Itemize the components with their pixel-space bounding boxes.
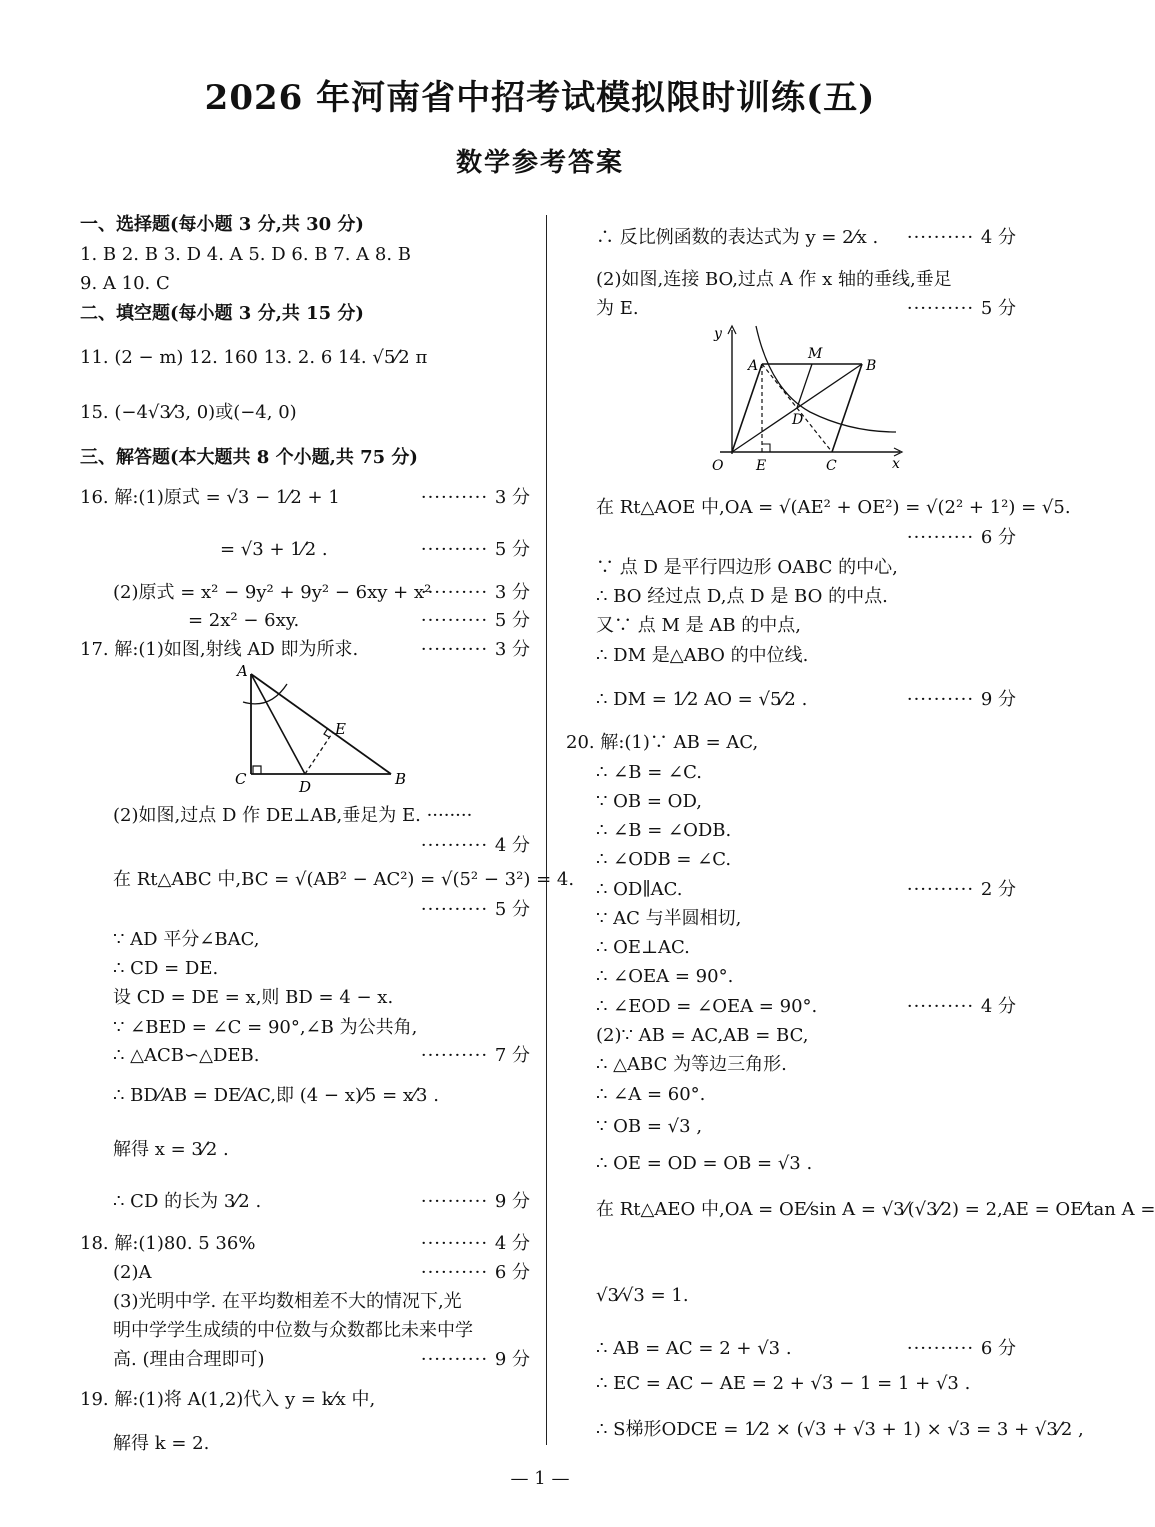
left-line: 解得 x = 3⁄2 . (113, 1139, 229, 1160)
right-line: ∴ BO 经过点 D,点 D 是 BO 的中点. (596, 586, 888, 607)
right-angle-mark-e (762, 444, 770, 452)
score-value: 6 分 (980, 1338, 1016, 1359)
right-line: ∵ AC 与半圆相切, (596, 908, 742, 929)
left-line: 19. 解:(1)将 A(1,2)代入 y = k⁄x 中, (80, 1389, 376, 1410)
score-mark (421, 1348, 530, 1372)
score-value: 6 分 (980, 527, 1016, 548)
left-line: ∵ AD 平分∠BAC, (113, 929, 260, 950)
page-title: 2026 年河南省中招考试模拟限时训练(五) (204, 78, 876, 118)
left-line: 高. (理由合理即可) (113, 1349, 265, 1370)
hyperbola-curve (756, 326, 896, 432)
segment-ac (762, 364, 832, 452)
left-line: 15. (−4√3⁄3, 0)或(−4, 0) (80, 402, 297, 423)
left-line: ∴ △ACB∽△DEB. (113, 1045, 260, 1066)
left-line: 17. 解:(1)如图,射线 AD 即为所求. (80, 639, 359, 660)
label-d: D (792, 412, 804, 428)
label-c: C (235, 770, 247, 788)
label-a: A (237, 662, 248, 680)
score-mark (421, 486, 530, 510)
score-value: 4 分 (980, 227, 1016, 248)
score-mark (421, 834, 530, 858)
right-line: (2)∵ AB = AC,AB = BC, (596, 1025, 809, 1046)
left-line: 二、填空题(每小题 3 分,共 15 分) (80, 303, 364, 324)
right-line: ∴ ∠EOD = ∠OEA = 90°. (596, 996, 818, 1017)
segment-bc (832, 364, 862, 452)
score-mark (907, 878, 1016, 902)
dot-leader: ·········· (906, 527, 981, 548)
dot-leader: ·········· (420, 1045, 495, 1066)
ray-ad (251, 674, 305, 774)
score-mark (907, 1337, 1016, 1361)
score-value: 3 分 (494, 487, 530, 508)
right-line: ∴ AB = AC = 2 + √3 . (596, 1338, 792, 1359)
dot-leader: ·········· (906, 879, 981, 900)
dot-leader: ·········· (420, 899, 495, 920)
score-value: 3 分 (494, 639, 530, 660)
right-line: 在 Rt△AEO 中,OA = OE⁄sin A = √3⁄(√3⁄2) = 2,AE = OE⁄tan A = (596, 1199, 1155, 1220)
score-value: 5 分 (494, 610, 530, 631)
left-line: (2)A (113, 1262, 152, 1283)
right-line: 在 Rt△AOE 中,OA = √(AE² + OE²) = √(2² + 1²) = √5. (596, 497, 1071, 518)
label-b: B (866, 358, 877, 374)
score-mark (421, 538, 530, 562)
left-line: 18. 解:(1)80. 5 36% (80, 1233, 256, 1254)
dot-leader: ·········· (420, 1191, 495, 1212)
label-e: E (335, 720, 346, 738)
dot-leader: ·········· (420, 487, 495, 508)
score-mark (907, 297, 1016, 321)
left-line: 明中学学生成绩的中位数与众数都比未来中学 (113, 1320, 473, 1341)
dot-leader: ·········· (420, 1262, 495, 1283)
label-d: D (299, 778, 312, 796)
score-value: 5 分 (980, 298, 1016, 319)
right-angle-mark-c (253, 766, 261, 774)
dot-leader: ·········· (420, 610, 495, 631)
figure-17-triangle (225, 662, 425, 797)
dot-leader: ·········· (906, 298, 981, 319)
score-value: 4 分 (494, 1233, 530, 1254)
right-line: 又∵ 点 M 是 AB 的中点, (596, 615, 801, 636)
right-line: ∴ ∠B = ∠ODB. (596, 820, 732, 841)
label-m: M (808, 346, 823, 362)
left-line: 16. 解:(1)原式 = √3 − 1⁄2 + 1 (80, 487, 340, 508)
right-line: (2)如图,连接 BO,过点 A 作 x 轴的垂线,垂足 (596, 269, 952, 290)
right-line: 为 E. (596, 298, 639, 319)
dot-leader: ·········· (420, 835, 495, 856)
score-value: 3 分 (494, 582, 530, 603)
left-line: (3)光明中学. 在平均数相差不大的情况下,光 (113, 1291, 462, 1312)
dot-leader: ·········· (420, 1233, 495, 1254)
left-line: ∵ ∠BED = ∠C = 90°,∠B 为公共角, (113, 1017, 418, 1038)
right-line: ∴ ∠B = ∠C. (596, 762, 702, 783)
dot-leader: ·········· (420, 639, 495, 660)
right-line: ∴ OE⊥AC. (596, 937, 690, 958)
dot-leader: ·········· (906, 1338, 981, 1359)
left-line: ∴ CD 的长为 3⁄2 . (113, 1191, 262, 1212)
score-mark (421, 1044, 530, 1068)
left-line: 1. B 2. B 3. D 4. A 5. D 6. B 7. A 8. B (80, 244, 411, 265)
right-line: ∵ OB = √3 , (596, 1116, 703, 1137)
right-line: ∴ OE = OD = OB = √3 . (596, 1153, 813, 1174)
right-line: ∵ 点 D 是平行四边形 OABC 的中心, (596, 557, 898, 578)
right-line: ∴ ∠ODB = ∠C. (596, 849, 732, 870)
dot-leader: ·········· (906, 227, 981, 248)
label-x: x (892, 456, 900, 472)
dot-leader: ·········· (420, 582, 495, 603)
label-b: B (395, 770, 407, 788)
column-divider (546, 215, 547, 1445)
left-line: 11. (2 − m) 12. 160 13. 2. 6 14. √5⁄2 π (80, 347, 428, 368)
label-a: A (748, 358, 759, 374)
score-mark (421, 898, 530, 922)
segment-de (305, 732, 333, 774)
left-line: ∴ CD = DE. (113, 958, 219, 979)
label-c: C (826, 458, 837, 474)
left-line: 设 CD = DE = x,则 BD = 4 − x. (113, 987, 394, 1008)
right-line: ∴ S梯形ODCE = 1⁄2 × (√3 + √3 + 1) × √3 = 3 + √3⁄2 , (596, 1419, 1084, 1440)
left-line: 在 Rt△ABC 中,BC = √(AB² − AC²) = √(5² − 3²) = 4. (113, 869, 575, 890)
score-mark (907, 995, 1016, 1019)
score-mark (421, 581, 530, 605)
segment-oa (732, 364, 762, 452)
right-line: ∴ ∠A = 60°. (596, 1084, 706, 1105)
score-value: 5 分 (494, 539, 530, 560)
page-number: — 1 — (510, 1468, 570, 1489)
dot-leader: ·········· (420, 539, 495, 560)
score-mark (907, 688, 1016, 712)
right-line: ∴ △ABC 为等边三角形. (596, 1054, 787, 1075)
score-value: 6 分 (494, 1262, 530, 1283)
score-mark (907, 226, 1016, 250)
score-mark (421, 609, 530, 633)
label-y: y (714, 326, 722, 342)
score-mark (907, 526, 1016, 550)
left-line: (2)原式 = x² − 9y² + 9y² − 6xy + x² (113, 582, 432, 603)
left-line: 一、选择题(每小题 3 分,共 30 分) (80, 214, 364, 235)
dot-leader: ·········· (420, 1349, 495, 1370)
right-line: 20. 解:(1)∵ AB = AC, (566, 732, 759, 753)
right-line: √3⁄√3 = 1. (596, 1285, 689, 1306)
right-line: ∴ DM 是△ABO 的中位线. (596, 645, 809, 666)
right-line: ∵ OB = OD, (596, 791, 702, 812)
dot-leader: ·········· (906, 996, 981, 1017)
left-line: = √3 + 1⁄2 . (220, 539, 328, 560)
score-value: 9 分 (494, 1349, 530, 1370)
score-mark (421, 1232, 530, 1256)
figure-19-coordinate (700, 320, 920, 480)
score-mark (421, 1261, 530, 1285)
right-line: ∴ OD∥AC. (596, 879, 683, 900)
segment-ab (251, 674, 391, 774)
score-mark (421, 1190, 530, 1214)
right-line: ∴ EC = AC − AE = 2 + √3 − 1 = 1 + √3 . (596, 1373, 971, 1394)
score-mark (421, 638, 530, 662)
score-value: 9 分 (494, 1191, 530, 1212)
label-o: O (712, 458, 724, 474)
score-value: 2 分 (980, 879, 1016, 900)
score-value: 5 分 (494, 899, 530, 920)
score-value: 9 分 (980, 689, 1016, 710)
score-value: 4 分 (980, 996, 1016, 1017)
segment-md (797, 364, 812, 408)
left-line: 三、解答题(本大题共 8 个小题,共 75 分) (80, 447, 418, 468)
left-line: = 2x² − 6xy. (188, 610, 300, 631)
score-value: 7 分 (494, 1045, 530, 1066)
left-line: 解得 k = 2. (113, 1433, 210, 1454)
left-line: ∴ BD⁄AB = DE⁄AC,即 (4 − x)⁄5 = x⁄3 . (113, 1085, 439, 1106)
left-line: 9. A 10. C (80, 273, 170, 294)
dot-leader: ·········· (906, 689, 981, 710)
right-line: ∴ ∠OEA = 90°. (596, 966, 734, 987)
left-line: (2)如图,过点 D 作 DE⊥AB,垂足为 E. ········ (113, 805, 473, 826)
right-line: ∴ 反比例函数的表达式为 y = 2⁄x . (596, 227, 879, 248)
label-e: E (756, 458, 767, 474)
right-line: ∴ DM = 1⁄2 AO = √5⁄2 . (596, 689, 808, 710)
score-value: 4 分 (494, 835, 530, 856)
page-subtitle: 数学参考答案 (455, 148, 624, 178)
